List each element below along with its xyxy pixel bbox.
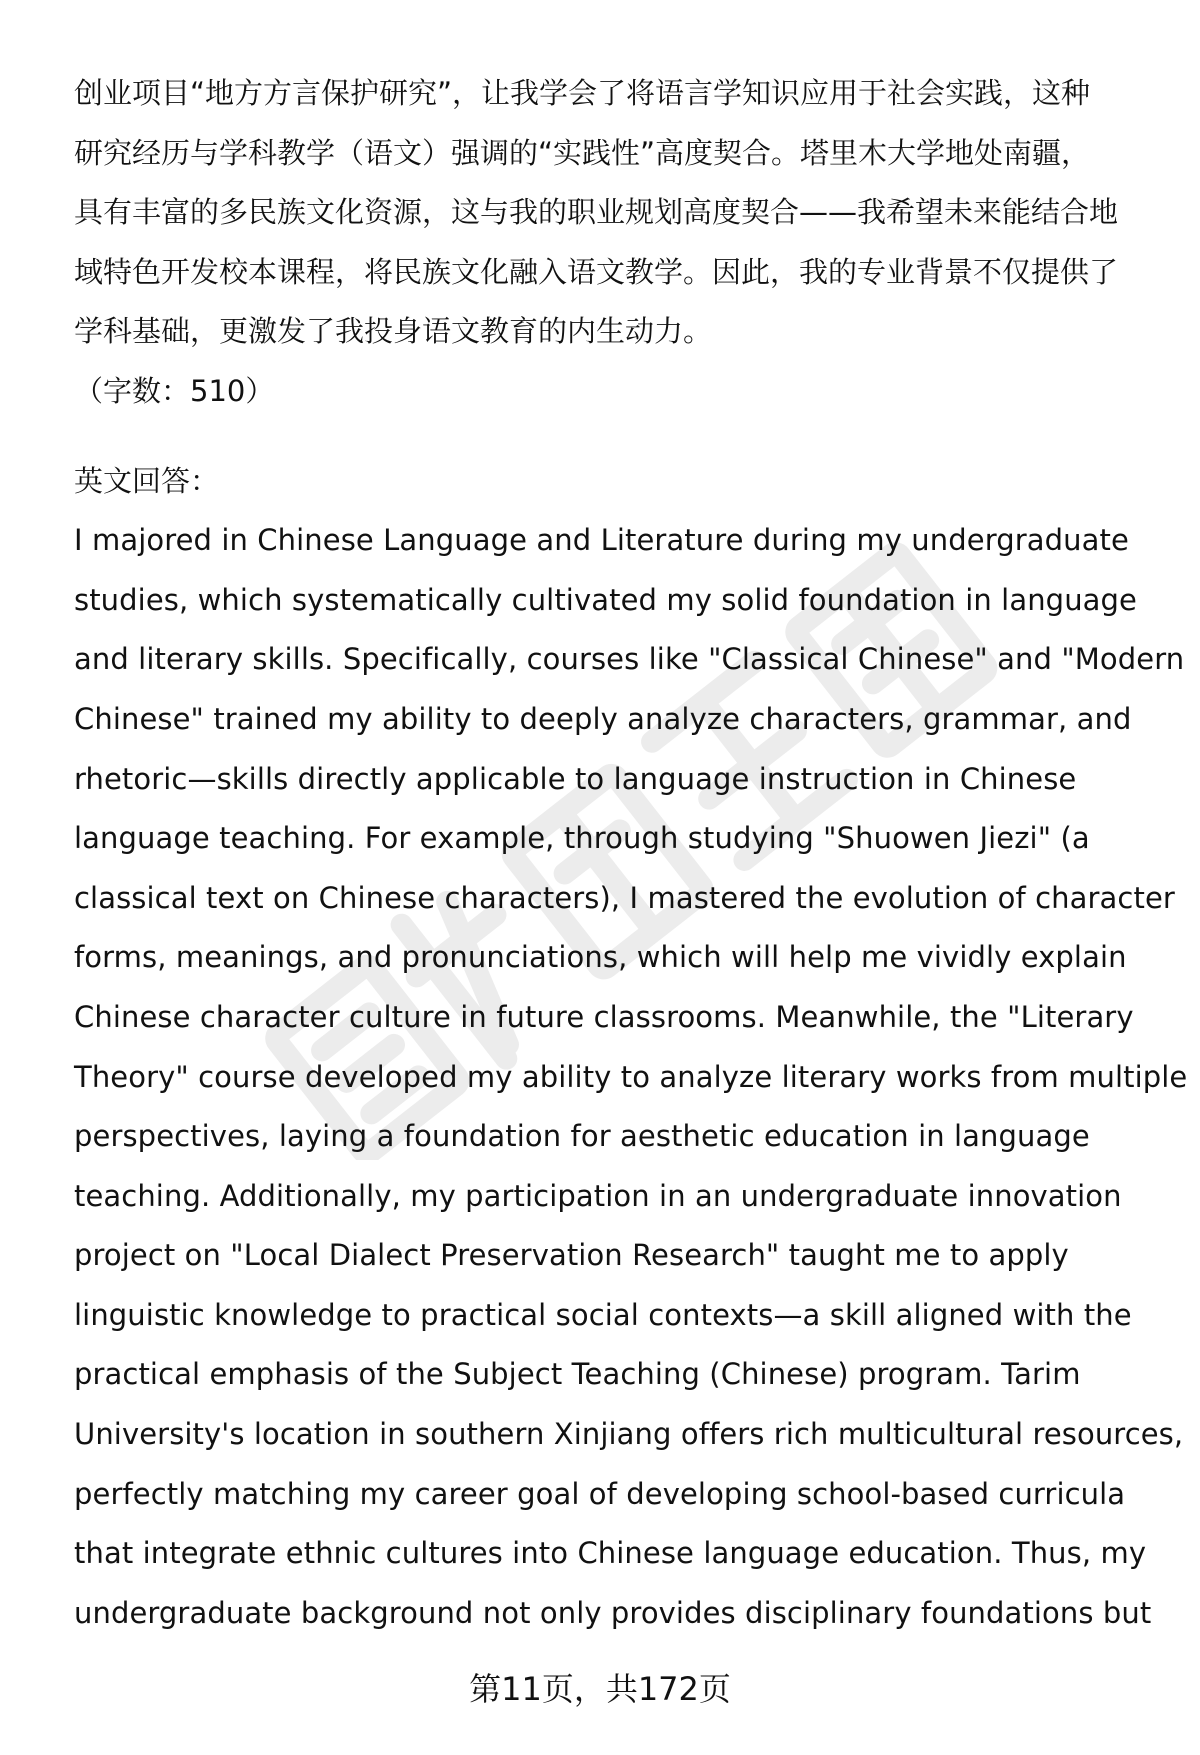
paragraph-line: 学科基础，更激发了我投身语文教育的内生动力。 — [74, 314, 713, 349]
paragraph-line: studies, which systematically cultivated my solid foundation in language — [74, 582, 1137, 617]
paragraph-line: that integrate ethnic cultures into Chinese language education. Thus, my — [74, 1536, 1147, 1571]
paragraph-line: classical text on Chinese characters), I mastered the evolution of character — [74, 880, 1175, 915]
paragraph-line: perspectives, laying a foundation for aesthetic education in language — [74, 1119, 1090, 1154]
paragraph-line: 具有丰富的多民族文化资源，这与我的职业规划高度契合——我希望未来能结合地 — [74, 195, 1119, 230]
paragraph-line: Chinese" trained my ability to deeply analyze characters, grammar, and — [74, 701, 1132, 736]
paragraph-line: Chinese character culture in future classrooms. Meanwhile, the "Literary — [74, 999, 1134, 1034]
paragraph-line: language teaching. For example, through studying "Shuowen Jiezi" (a — [74, 821, 1090, 856]
paragraph-line: practical emphasis of the Subject Teaching (Chinese) program. Tarim — [74, 1357, 1081, 1392]
paragraph-line: University's location in southern Xinjiang offers rich multicultural resources, — [74, 1417, 1184, 1452]
paragraph-line: perfectly matching my career goal of developing school-based curricula — [74, 1476, 1126, 1511]
paragraph-line: teaching. Additionally, my participation in an undergraduate innovation — [74, 1178, 1122, 1213]
paragraph-line: rhetoric—skills directly applicable to language instruction in Chinese — [74, 761, 1077, 796]
chinese-answer-paragraph — [74, 64, 1154, 422]
page-number-footer: 第11页，共172页 — [469, 1670, 731, 1708]
paragraph-line: I majored in Chinese Language and Literature during my undergraduate — [74, 523, 1129, 558]
paragraph-line: 域特色开发校本课程，将民族文化融入语文教学。因此，我的专业背景不仅提供了 — [74, 254, 1119, 289]
paragraph-line: linguistic knowledge to practical social contexts—a skill aligned with the — [74, 1297, 1132, 1332]
paragraph-line: and literary skills. Specifically, courses like "Classical Chinese" and "Modern — [74, 642, 1185, 677]
english-answer-heading: 英文回答： — [74, 463, 220, 498]
paragraph-line: forms, meanings, and pronunciations, which will help me vividly explain — [74, 940, 1127, 975]
page-content — [74, 64, 1188, 1643]
word-count: （字数：510） — [74, 373, 275, 408]
paragraph-line: project on "Local Dialect Preservation Research" taught me to apply — [74, 1238, 1069, 1273]
paragraph-line: undergraduate background not only provides disciplinary foundations but — [74, 1595, 1152, 1630]
paragraph-line: Theory" course developed my ability to analyze literary works from multiple — [74, 1059, 1188, 1094]
paragraph-line: 研究经历与学科教学（语文）强调的“实践性”高度契合。塔里木大学地处南疆， — [74, 135, 1091, 170]
paragraph-line: 创业项目“地方方言保护研究”，让我学会了将语言学知识应用于社会实践，这种 — [74, 76, 1091, 110]
english-answer-section — [74, 452, 1188, 1644]
section-gap — [74, 422, 1154, 452]
